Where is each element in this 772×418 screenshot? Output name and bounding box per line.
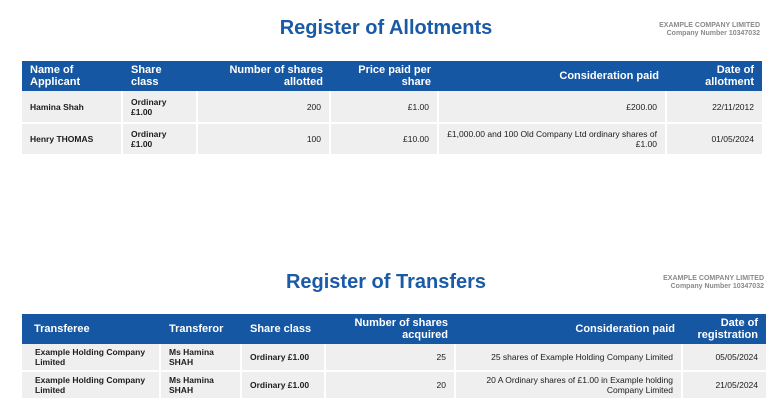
table-header-row	[22, 314, 766, 344]
table-row	[22, 124, 762, 156]
column-header-consideration-paid: Consideration paid	[456, 314, 683, 344]
column-header-name-of-applicant: Name of Applicant	[22, 61, 123, 91]
cell-price-per-share: £1.00	[331, 91, 439, 124]
cell-consideration-paid: 25 shares of Example Holding Company Limited	[456, 344, 683, 372]
cell-date-of-allotment: 22/11/2012	[667, 91, 762, 124]
column-header-date-of-registration: Date of registration	[683, 314, 766, 344]
column-header-transferor: Transferor	[161, 314, 242, 344]
cell-consideration-paid: 20 A Ordinary shares of £1.00 in Example holding Company Limited	[456, 372, 683, 400]
cell-date-of-registration: 05/05/2024	[683, 344, 766, 372]
company-name: EXAMPLE COMPANY LIMITED	[659, 22, 760, 29]
column-header-share-class: Share class	[242, 314, 326, 344]
table-row	[22, 372, 766, 400]
transfers-company-info	[663, 275, 764, 291]
cell-shares-allotted: 200	[198, 91, 331, 124]
column-header-number-of-shares-acquired: Number of shares acquired	[326, 314, 456, 344]
cell-applicant-name: Henry THOMAS	[22, 124, 123, 156]
column-header-share-class: Share class	[123, 61, 198, 91]
cell-applicant-name: Hamina Shah	[22, 91, 123, 124]
cell-transferee: Example Holding Company Limited	[22, 372, 161, 400]
column-header-number-of-shares-allotted: Number of shares allotted	[198, 61, 331, 91]
cell-consideration-paid: £1,000.00 and 100 Old Company Ltd ordinary shares of £1.00	[439, 124, 667, 156]
transfers-table	[22, 314, 766, 400]
column-header-transferee: Transferee	[22, 314, 161, 344]
cell-shares-allotted: 100	[198, 124, 331, 156]
company-number: Company Number 10347032	[670, 283, 764, 290]
table-header-row	[22, 61, 762, 91]
table-row	[22, 344, 766, 372]
cell-date-of-registration: 21/05/2024	[683, 372, 766, 400]
cell-share-class: Ordinary £1.00	[123, 124, 198, 156]
cell-transferor: Ms Hamina SHAH	[161, 372, 242, 400]
cell-date-of-allotment: 01/05/2024	[667, 124, 762, 156]
cell-transferee: Example Holding Company Limited	[22, 344, 161, 372]
cell-shares-acquired: 20	[326, 372, 456, 400]
cell-shares-acquired: 25	[326, 344, 456, 372]
table-row	[22, 91, 762, 124]
allotments-title: Register of Allotments	[279, 17, 493, 39]
cell-transferor: Ms Hamina SHAH	[161, 344, 242, 372]
transfers-title: Register of Transfers	[285, 271, 487, 293]
cell-consideration-paid: £200.00	[439, 91, 667, 124]
column-header-price-paid-per-share: Price paid per share	[331, 61, 439, 91]
allotments-table	[22, 61, 762, 156]
cell-share-class: Ordinary £1.00	[123, 91, 198, 124]
cell-share-class: Ordinary £1.00	[242, 344, 326, 372]
column-header-consideration-paid: Consideration paid	[439, 61, 667, 91]
company-name: EXAMPLE COMPANY LIMITED	[663, 275, 764, 282]
column-header-date-of-allotment: Date of allotment	[667, 61, 762, 91]
cell-price-per-share: £10.00	[331, 124, 439, 156]
allotments-company-info	[659, 22, 760, 38]
cell-share-class: Ordinary £1.00	[242, 372, 326, 400]
company-number: Company Number 10347032	[666, 30, 760, 37]
